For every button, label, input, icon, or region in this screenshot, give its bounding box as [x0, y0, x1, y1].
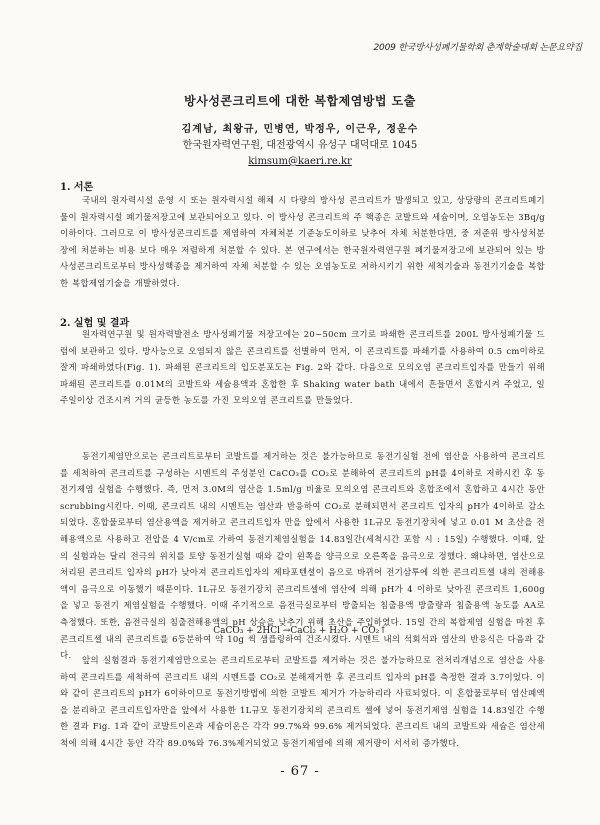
section-heading-introduction: 1. 서론 — [60, 182, 94, 193]
page-number: - 67 - — [280, 764, 320, 779]
experiment-paragraph-3: 앞의 실험결과 동전기제염만으로는 콘크리트로부터 코발트를 제거하는 것은 불가능하므로 전처리개념으로 염산을 사용하여 콘크리트를 세척하여 콘크리트 내의 시멘트를 CO₂로 분해제거한 후 콘크리트 입자의 pH를 측정한 결과 3.7이었다. 이와 같이 콘크리트의 pH가 6이하이므로 동전기방법에 의한 코발트 제거가 가능하리라 사료되었다. 이 혼합물로부터 염산폐액을 분리하고 콘크리트입자만을 앞에서 사용한 1L규모 동전기장치의 콘크리트 셀에 넣어 동전기제염 실험을 14.83일간 수행한 결과 Fig. 1과 같이 코발트이온과 세슘이온은 각각 99.7%와 99.6% 제거되었다. 콘크리트 내의 코발트와 세슘은 염산세척에 의해 4시간 동안 각각 89.0%와 76.3%제거되었고 동전기제염에 의해 제거량이 서서히 증가했다. — [60, 655, 545, 748]
conference-header: 2009 한국방사성폐기물학회 춘계학술대회 논문요약집 — [373, 43, 582, 53]
experiment-paragraph-2: 동전기제염만으로는 콘크리트로부터 코발트를 제거하는 것은 불가능하므로 동전기실험 전에 염산을 사용하여 콘크리트를 세척하여 콘크리트를 구성하는 시멘트의 주성분인 CaCO₃를 CO₂로 분해하여 콘크리트의 pH를 4이하로 저하시킨 후 동전기제염 실험을 수행했다. 즉, 먼저 3.0M의 염산을 1.5ml/g 비율로 모의오염 콘크리트와 혼합조에서 혼합하고 4시간 동안 scrubbing시킨다. 이때, 콘크리트 내의 시멘트는 염산과 반응하여 CO₂로 분해되면서 콘크리트 입자의 pH가 4이하로 감소되었다. 혼합물로부터 염산용액을 제거하고 콘크리트입자 만을 앞에서 사용한 1L규모 동전기장치에 넣고 0.01 M 초산을 전해용액으로 사용하고 전압을 4 V/cm로 가하여 동전기제염실험을 14.83일간(세척시간 포함 시 : 15일) 수행했다. 이때, 앞의 실험과는 달리 전극의 위치를 토양 동전기실험 때와 같이 왼쪽을 양극으로 오른쪽을 음극으로 정했다. 왜냐하면, 염산으로 처리된 콘크리트 입자의 pH가 낮아져 콘크리트입자의 제타포텐셜이 음으로 바뀌어 전기삼투에 의한 콘크리트셀 내의 전해용액이 음극으로 이동했기 때문이다. 1L규모 동전기장치 콘크리트셀에 염산에 의해 pH가 4 이하로 낮아진 콘크리트 1,600g을 넣고 동전기 제염실험을 수행했다. 이때 주기적으로 음전극실로부터 방출되는 침출용액 방출량과 침출용액 농도를 AA로 측정했다. 또한, 음전극실의 침출전해용액의 pH 상승을 낮추기 위해 초산을 주입하였다. 15일 간의 복합제염 실험을 마친 후 콘크리트셀 내의 콘크리트를 6등분하여 약 10g 씩 샘플링하여 건조시켰다. 시멘트 내의 석회석과 염산의 반응식은 다음과 같다. — [60, 451, 546, 661]
section-heading-experiment: 2. 실험 및 결과 — [60, 318, 130, 329]
author-block — [0, 122, 600, 170]
introduction-paragraph: 국내의 원자력시설 운영 시 또는 원자력시설 해체 시 다량의 방사성 콘크리트가 발생되고 있고, 상당량의 콘크리트폐기물이 원자력시설 폐기물저장고에 보관되어오고 있다. 이 방사성 콘크리트의 주 핵종은 코발트와 세슘이며, 오염농도는 3Bq/g 이하이다. 그러므로 이 방사성콘크리트를 제염하여 자체처분 기준농도이하로 낮추어 자체 처분한다면, 중 저준위 방사성처분장에 처분하는 비용 보다 매우 저렴하게 처분할 수 있다. 본 연구에서는 한국원자력연구원 폐기물저장고에 보관되어 있는 방사성콘크리트로부터 방사성핵종을 제거하여 자체 처분할 수 있는 오염농도로 저하시키기 위한 세척기술과 동전기기술을 복합한 복합제염기술을 개발하였다. — [60, 195, 545, 288]
author-email[interactable]: kimsum@kaeri.re.kr — [248, 156, 352, 167]
paper-title: 방사성콘크리트에 대한 복합제염방법 도출 — [184, 94, 416, 108]
author-names: 김계남, 최왕규, 민병연, 박정우, 이근우, 정운수 — [181, 124, 419, 135]
experiment-paragraph-1: 원자력연구원 및 원자력발전소 방사성폐기물 저장고에는 20~50cm 크기로 파쇄한 콘크리트를 200L 방사성폐기물 드럼에 보관하고 있다. 방사능으로 오염되지 않은 콘크리트를 선별하여 먼저, 이 콘크리트를 파쇄기를 사용하여 0.5 cm이하로 잘게 파쇄하였다(Fig. 1). 파쇄된 콘크리트의 입도분포도는 Fig. 2와 같다. 다음으로 모의오염 콘크리트입자를 만들기 위해 파쇄된 콘크리트를 0.01M의 코발트와 세슘용액과 혼합한 후 Shaking water bath 내에서 흔들면서 혼합시켜 주었고, 일주일이상 건조시켜 거의 균등한 농도를 가진 모의오염 콘크리트를 만들었다. — [60, 329, 545, 406]
reaction-equation: CaCO₃ + 2HCl →CaCl₂ + H₂O + CO₂↑ — [213, 626, 387, 636]
author-affiliation: 한국원자력연구원, 대전광역시 유성구 대덕대로 1045 — [182, 140, 418, 151]
